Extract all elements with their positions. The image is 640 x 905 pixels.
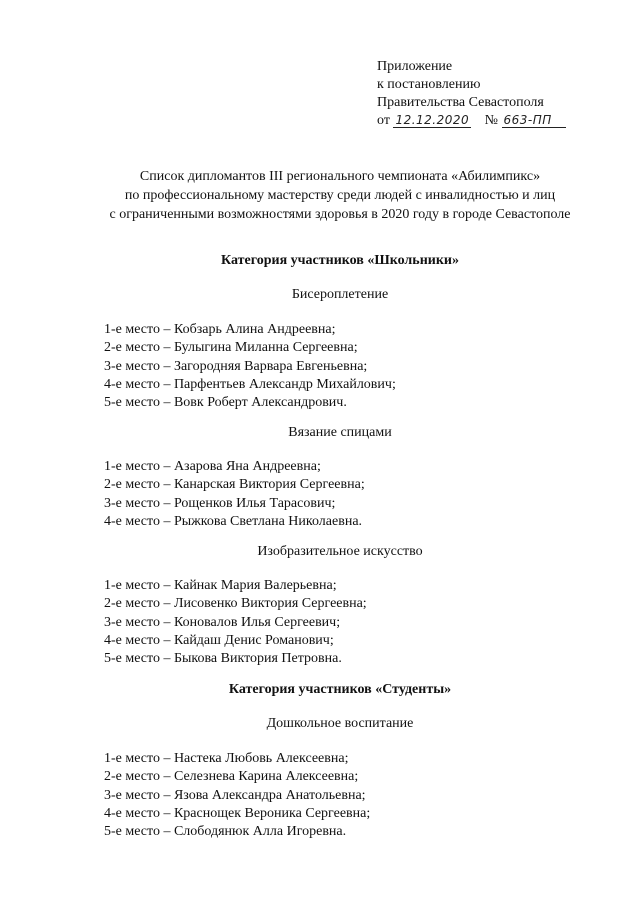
number-prefix: № bbox=[484, 113, 499, 128]
handwritten-number: 663-ПП bbox=[502, 113, 566, 128]
list-item: 4-е место – Парфентьев Александр Михайлович; bbox=[104, 376, 396, 392]
list-item: 1-е место – Кайнак Мария Валерьевна; bbox=[104, 578, 337, 593]
discipline-heading: Бисероплетение bbox=[291, 287, 389, 302]
discipline-heading: Дошкольное воспитание bbox=[266, 716, 414, 731]
winners-list bbox=[104, 321, 396, 412]
list-item: 5-е место – Слободянюк Алла Игоревна. bbox=[104, 824, 347, 840]
document-title bbox=[80, 167, 600, 224]
list-item: 3-е место – Загородняя Варвара Евгеньевна; bbox=[104, 358, 368, 374]
annex-block bbox=[377, 58, 566, 130]
winners-list bbox=[104, 458, 365, 531]
list-item: 3-е место – Рощенков Илья Тарасович; bbox=[104, 495, 336, 511]
list-item: 2-е место – Канарская Виктория Сергеевна; bbox=[104, 477, 365, 493]
list-item: 1-е место – Настека Любовь Алексеевна; bbox=[104, 751, 349, 766]
list-item: 3-е место – Язова Александра Анатольевна; bbox=[104, 787, 366, 803]
category-heading: Категория участников «Школьники» bbox=[221, 253, 459, 268]
winners-list bbox=[104, 750, 370, 841]
list-item: 1-е место – Азарова Яна Андреевна; bbox=[104, 459, 321, 474]
discipline-heading: Вязание спицами bbox=[288, 425, 392, 440]
list-item: 4-е место – Краснощек Вероника Сергеевна; bbox=[104, 805, 371, 821]
list-item: 4-е место – Рыжкова Светлана Николаевна. bbox=[104, 513, 363, 529]
list-item: 2-е место – Булыгина Миланна Сергеевна; bbox=[104, 340, 358, 356]
list-item: 5-е место – Вовк Роберт Александрович. bbox=[104, 395, 347, 411]
list-item: 2-е место – Лисовенко Виктория Сергеевна; bbox=[104, 596, 367, 612]
list-item: 2-е место – Селезнева Карина Алексеевна; bbox=[104, 769, 359, 785]
annex-title: Приложение bbox=[377, 59, 453, 74]
list-item: 3-е место – Коновалов Илья Сергеевич; bbox=[104, 614, 341, 630]
winners-list bbox=[104, 577, 367, 668]
title-line: с ограниченными возможностями здоровья в 2020 году в городе Севастополе bbox=[109, 207, 571, 222]
annex-date-number bbox=[377, 112, 566, 130]
list-item: 4-е место – Кайдаш Денис Романович; bbox=[104, 632, 334, 648]
discipline-heading: Изобразительное искусство bbox=[257, 544, 423, 559]
list-item: 1-е место – Кобзарь Алина Андреевна; bbox=[104, 322, 336, 337]
date-prefix: от bbox=[377, 113, 390, 128]
annex-authority: Правительства Севастополя bbox=[377, 95, 544, 110]
title-line: по профессиональному мастерству среди людей с инвалидностью и лиц bbox=[124, 188, 556, 203]
annex-ref: к постановлению bbox=[377, 77, 481, 92]
category-heading: Категория участников «Студенты» bbox=[228, 682, 452, 697]
handwritten-date: 12.12.2020 bbox=[395, 113, 470, 127]
title-line: Список дипломантов III регионального чемпионата «Абилимпикс» bbox=[139, 169, 541, 184]
list-item: 5-е место – Быкова Виктория Петровна. bbox=[104, 651, 342, 667]
